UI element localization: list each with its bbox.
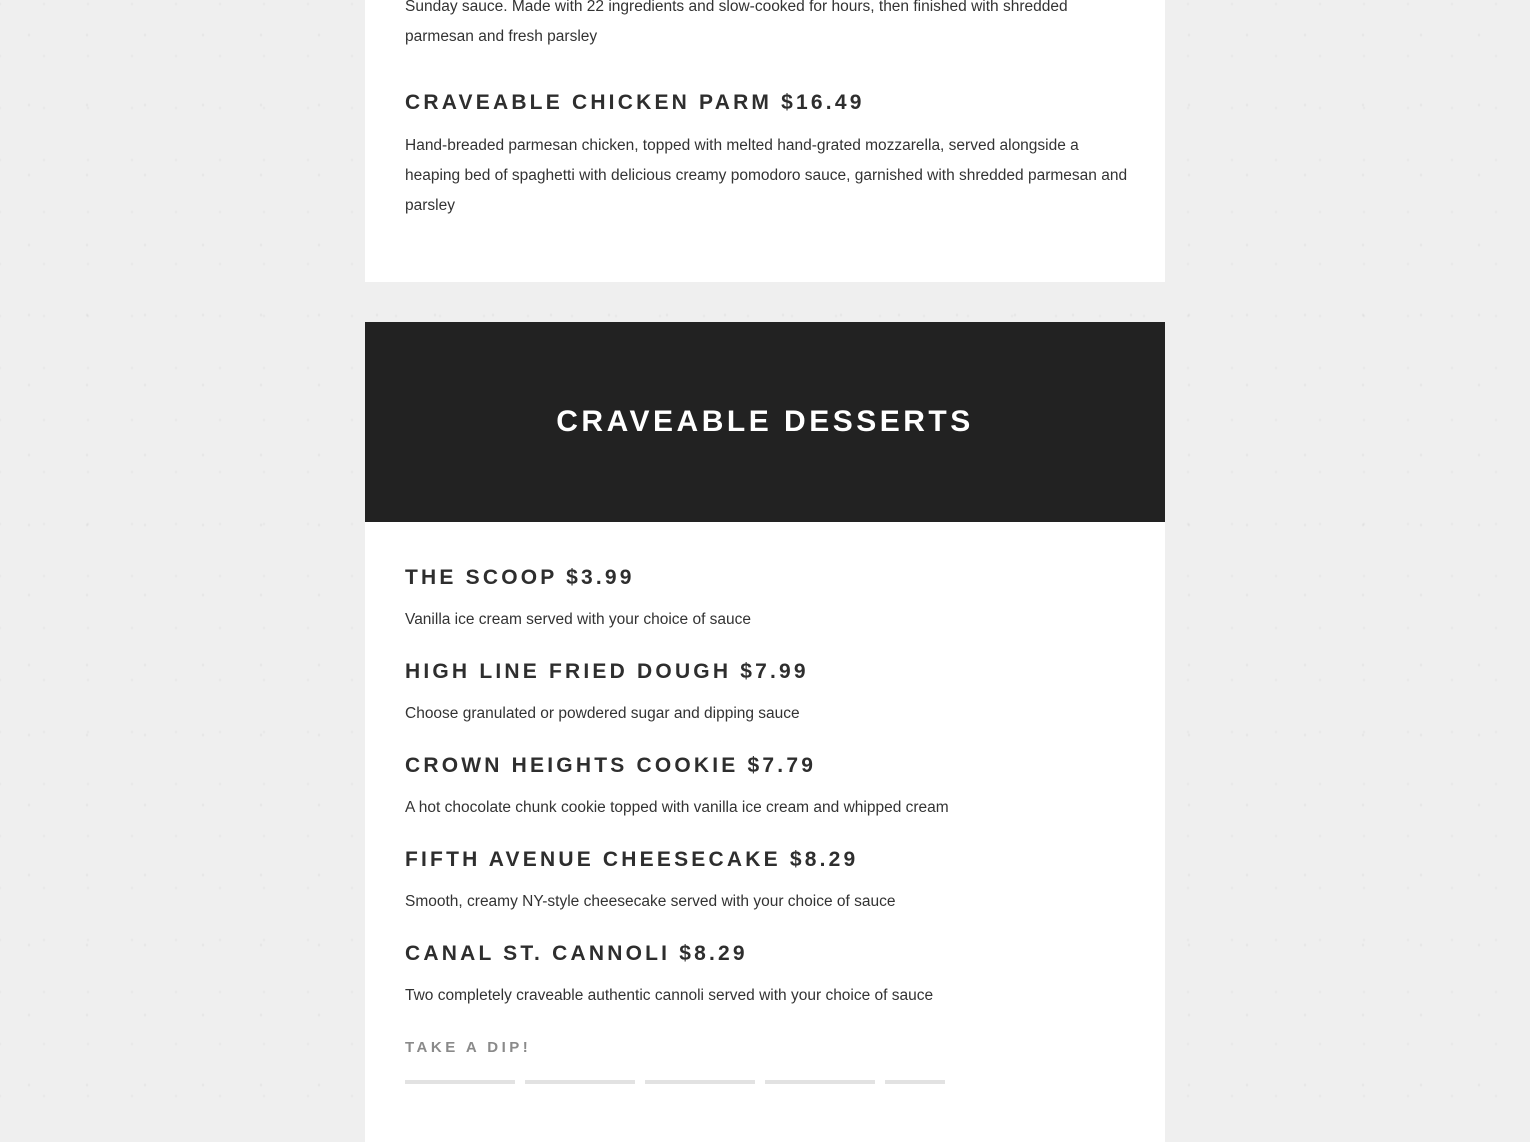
item-description-canal-st-cannoli: Two completely craveable authentic cannoli served with your choice of sauce xyxy=(405,987,934,1004)
item-title-crown-heights-cookie: CROWN HEIGHTS COOKIE $7.79 xyxy=(405,754,817,777)
item-title-canal-st-cannoli: CANAL ST. CANNOLI $8.29 xyxy=(405,942,748,965)
desserts-card xyxy=(365,522,1165,1142)
item-title-the-scoop: THE SCOOP $3.99 xyxy=(405,566,635,589)
item-description-fifth-avenue-cheesecake: Smooth, creamy NY-style cheesecake served with your choice of sauce xyxy=(405,893,896,910)
item-title-chicken-parm: CRAVEABLE CHICKEN PARM $16.49 xyxy=(405,91,865,114)
subheading-take-a-dip: TAKE A DIP! xyxy=(405,1039,532,1056)
item-description-high-line-fried-dough: Choose granulated or powdered sugar and dipping sauce xyxy=(405,705,800,722)
item-description-the-scoop: Vanilla ice cream served with your choice of sauce xyxy=(405,611,752,628)
next-item-text-cut-off xyxy=(405,1080,945,1084)
partial-item-description: Sunday sauce. Made with 22 ingredients and slow-cooked for hours, then finished with shredded parmesan and fresh parsley xyxy=(405,0,1068,45)
entrees-card xyxy=(365,0,1165,282)
item-title-fifth-avenue-cheesecake: FIFTH AVENUE CHEESECAKE $8.29 xyxy=(405,848,859,871)
item-description-chicken-parm: Hand-breaded parmesan chicken, topped with melted hand-grated mozzarella, served alongside a heaping bed of spaghetti with delicious creamy pomodoro sauce, garnished with shredded parmesan and parsley xyxy=(405,137,1128,214)
desserts-header-banner xyxy=(365,322,1165,522)
section-title-desserts: CRAVEABLE DESSERTS xyxy=(556,405,974,438)
item-description-crown-heights-cookie: A hot chocolate chunk cookie topped with vanilla ice cream and whipped cream xyxy=(405,799,949,816)
item-title-high-line-fried-dough: HIGH LINE FRIED DOUGH $7.99 xyxy=(405,660,809,683)
